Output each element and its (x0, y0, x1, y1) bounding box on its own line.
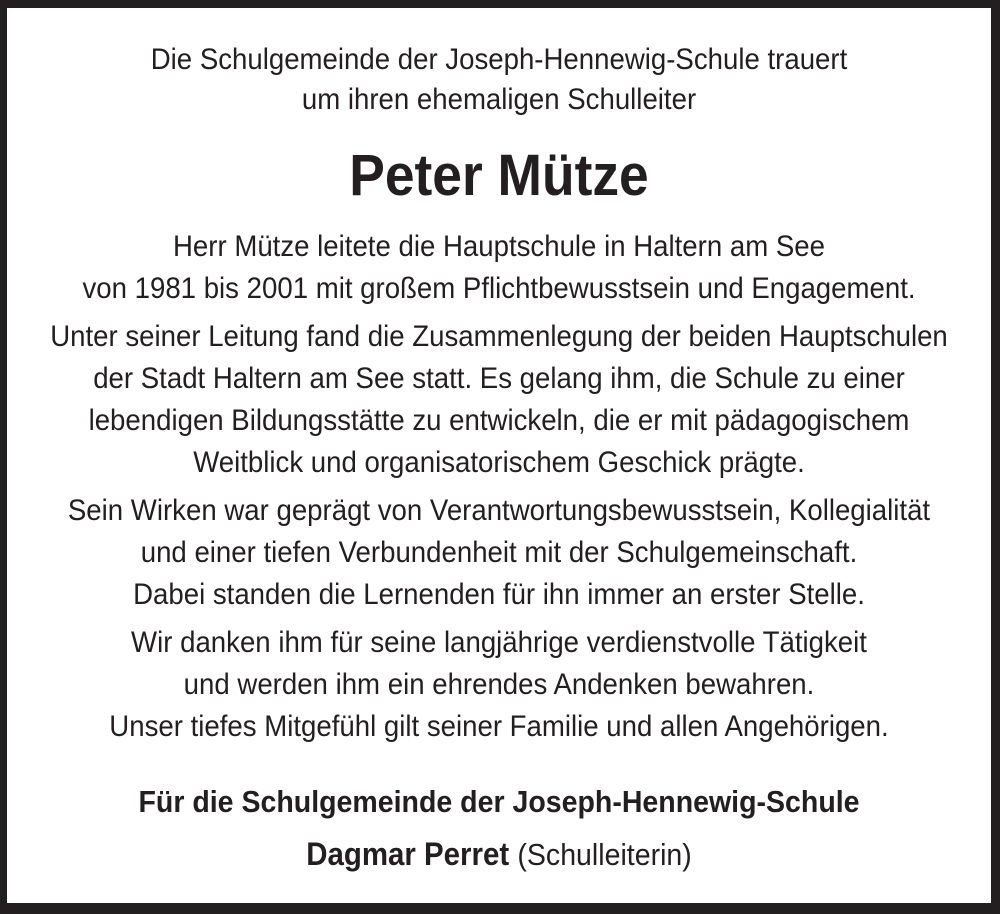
intro-line-1: Die Schulgemeinde der Joseph-Hennewig-Schule trauert (150, 43, 848, 76)
text-line: Herr Mütze leitete die Hauptschule in Haltern am See (173, 230, 825, 263)
text-line: und werden ihm ein ehrendes Andenken bewahren. (183, 668, 815, 701)
intro-text (46, 40, 951, 120)
text-line: Unser tiefes Mitgefühl gilt seiner Familie und allen Angehörigen. (109, 710, 889, 743)
signature-line (46, 828, 951, 881)
text-line: Weitblick und organisatorischem Geschick prägte. (193, 446, 805, 479)
text-line: Dabei standen die Lernenden für ihn immer an erster Stelle. (133, 578, 865, 611)
paragraph-2 (46, 316, 951, 484)
text-line: Unter seiner Leitung fand die Zusammenlegung der beiden Hauptschulen (50, 320, 948, 353)
text-line: von 1981 bis 2001 mit großem Pflichtbewusstsein und Engagement. (82, 272, 916, 305)
paragraph-4 (46, 622, 951, 748)
deceased-name: Peter Mütze (349, 143, 649, 208)
text-line: der Stadt Haltern am See statt. Es gelang ihm, die Schule zu einer (93, 362, 905, 395)
text-line: Wir danken ihm für seine langjährige verdienstvolle Tätigkeit (131, 626, 867, 659)
intro-line-2: um ihren ehemaligen Schulleiter (301, 83, 697, 116)
text-line: Sein Wirken war geprägt von Verantwortungsbewusstsein, Kollegialität (67, 494, 931, 527)
signer-name: Dagmar Perret (306, 836, 510, 872)
closing-organization: Für die Schulgemeinde der Joseph-Hennewig-Schule (138, 784, 860, 819)
text-line: lebendigen Bildungsstätte zu entwickeln, die er mit pädagogischem (88, 404, 910, 437)
paragraph-1 (46, 226, 951, 310)
text-line: und einer tiefen Verbundenheit mit der Schulgemeinschaft. (140, 536, 858, 569)
signer-role: (Schulleiterin) (517, 837, 692, 872)
obituary-content (46, 8, 951, 881)
paragraph-3 (46, 490, 951, 616)
